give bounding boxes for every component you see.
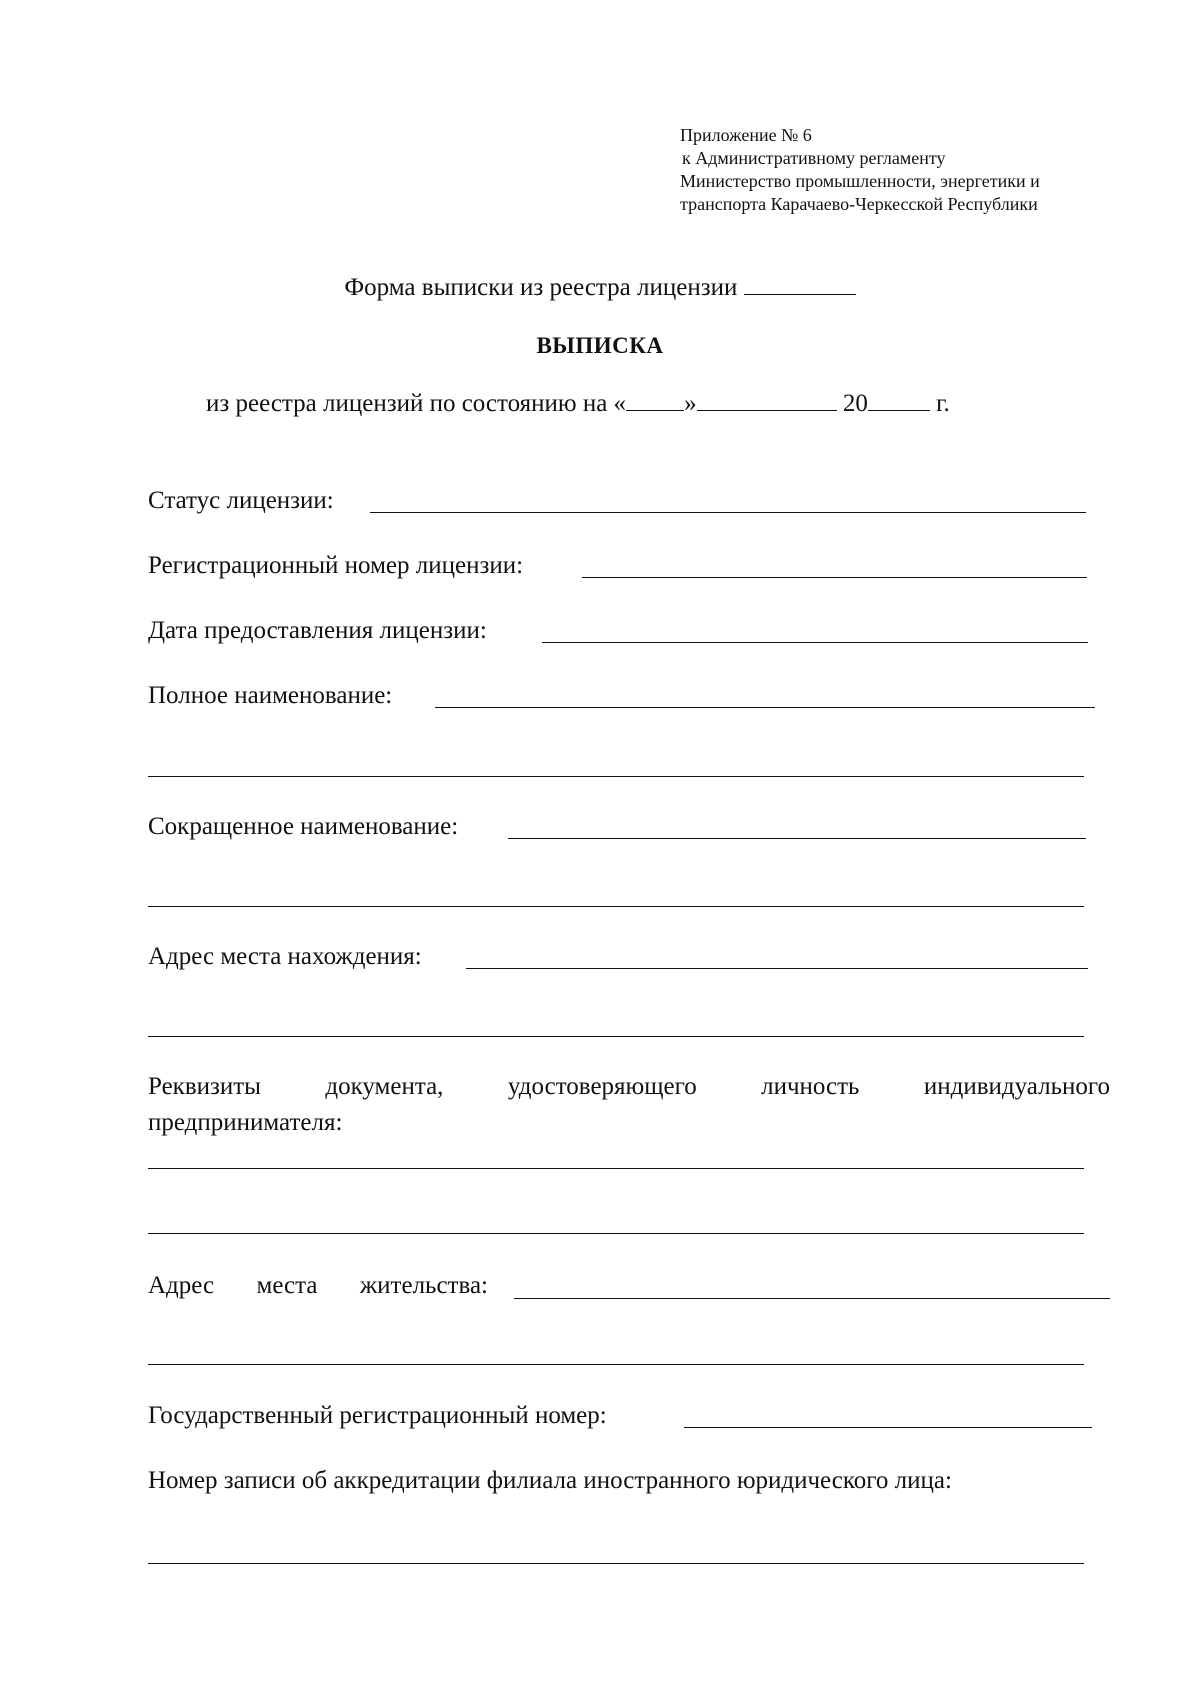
id-doc-word: Реквизиты [148,1073,261,1100]
short-name-label: Сокращенное наименование: [148,813,459,840]
residence-word: Адрес [148,1272,215,1299]
annex-ministry: Министерство промышленности, энергетики и [680,171,1040,191]
annex-regulation: к Административному регламенту [682,148,946,168]
annex-republic: транспорта Карачаево-Черкесской Республики [680,194,1038,214]
id-doc-word: удостоверяющего [507,1073,697,1100]
id-doc-word: документа, [325,1073,444,1100]
residence-address-label [148,1272,488,1300]
form-title [0,272,1200,302]
grant-date-label: Дата предоставления лицензии: [148,617,487,644]
annex-header [680,124,1120,216]
document-title: ВЫПИСКА [536,333,664,358]
state-reg-number-label: Государственный регистрационный номер: [148,1402,607,1429]
form-title-text: Форма выписки из реестра лицензии [344,274,738,301]
short-name-field-line2[interactable] [148,906,1084,907]
month-blank[interactable] [697,388,837,411]
license-status-field[interactable] [370,511,1086,513]
subtitle-prefix: из реестра лицензий по состоянию на « [206,390,627,417]
id-doc-word: личность [761,1073,860,1100]
subtitle-year-suffix: г. [936,390,950,417]
subtitle-year-prefix: 20 [842,390,868,417]
residence-word: места [256,1272,318,1299]
id-document-label-line1 [148,1073,1110,1101]
accreditation-field[interactable] [148,1563,1084,1564]
accreditation-label: Номер записи об аккредитации филиала иностранного юридического лица: [148,1467,952,1494]
residence-word: жительства: [359,1272,488,1299]
id-document-label-line2: предпринимателя: [148,1109,343,1136]
id-document-field-line2[interactable] [148,1233,1084,1234]
short-name-field[interactable] [508,837,1086,839]
full-name-field-line2[interactable] [148,776,1084,777]
reg-number-label: Регистрационный номер лицензии: [148,552,524,579]
grant-date-field[interactable] [542,641,1088,643]
subtitle [206,388,950,418]
reg-number-field[interactable] [582,576,1087,578]
full-name-label: Полное наименование: [148,682,393,709]
id-document-field-line1[interactable] [148,1168,1084,1169]
location-address-label: Адрес места нахождения: [148,943,422,970]
year-blank[interactable] [868,388,930,411]
location-address-field[interactable] [466,967,1088,969]
residence-address-field-line2[interactable] [148,1364,1084,1365]
residence-address-field[interactable] [514,1297,1110,1299]
subtitle-quote-close: » [684,390,697,417]
license-status-label: Статус лицензии: [148,487,334,514]
day-blank[interactable] [626,388,684,411]
location-address-field-line2[interactable] [148,1036,1084,1037]
full-name-field[interactable] [435,706,1095,708]
registry-number-blank[interactable] [744,272,856,295]
annex-number: Приложение № 6 [680,125,812,145]
id-doc-word: индивидуального [923,1073,1110,1100]
state-reg-number-field[interactable] [684,1426,1092,1428]
